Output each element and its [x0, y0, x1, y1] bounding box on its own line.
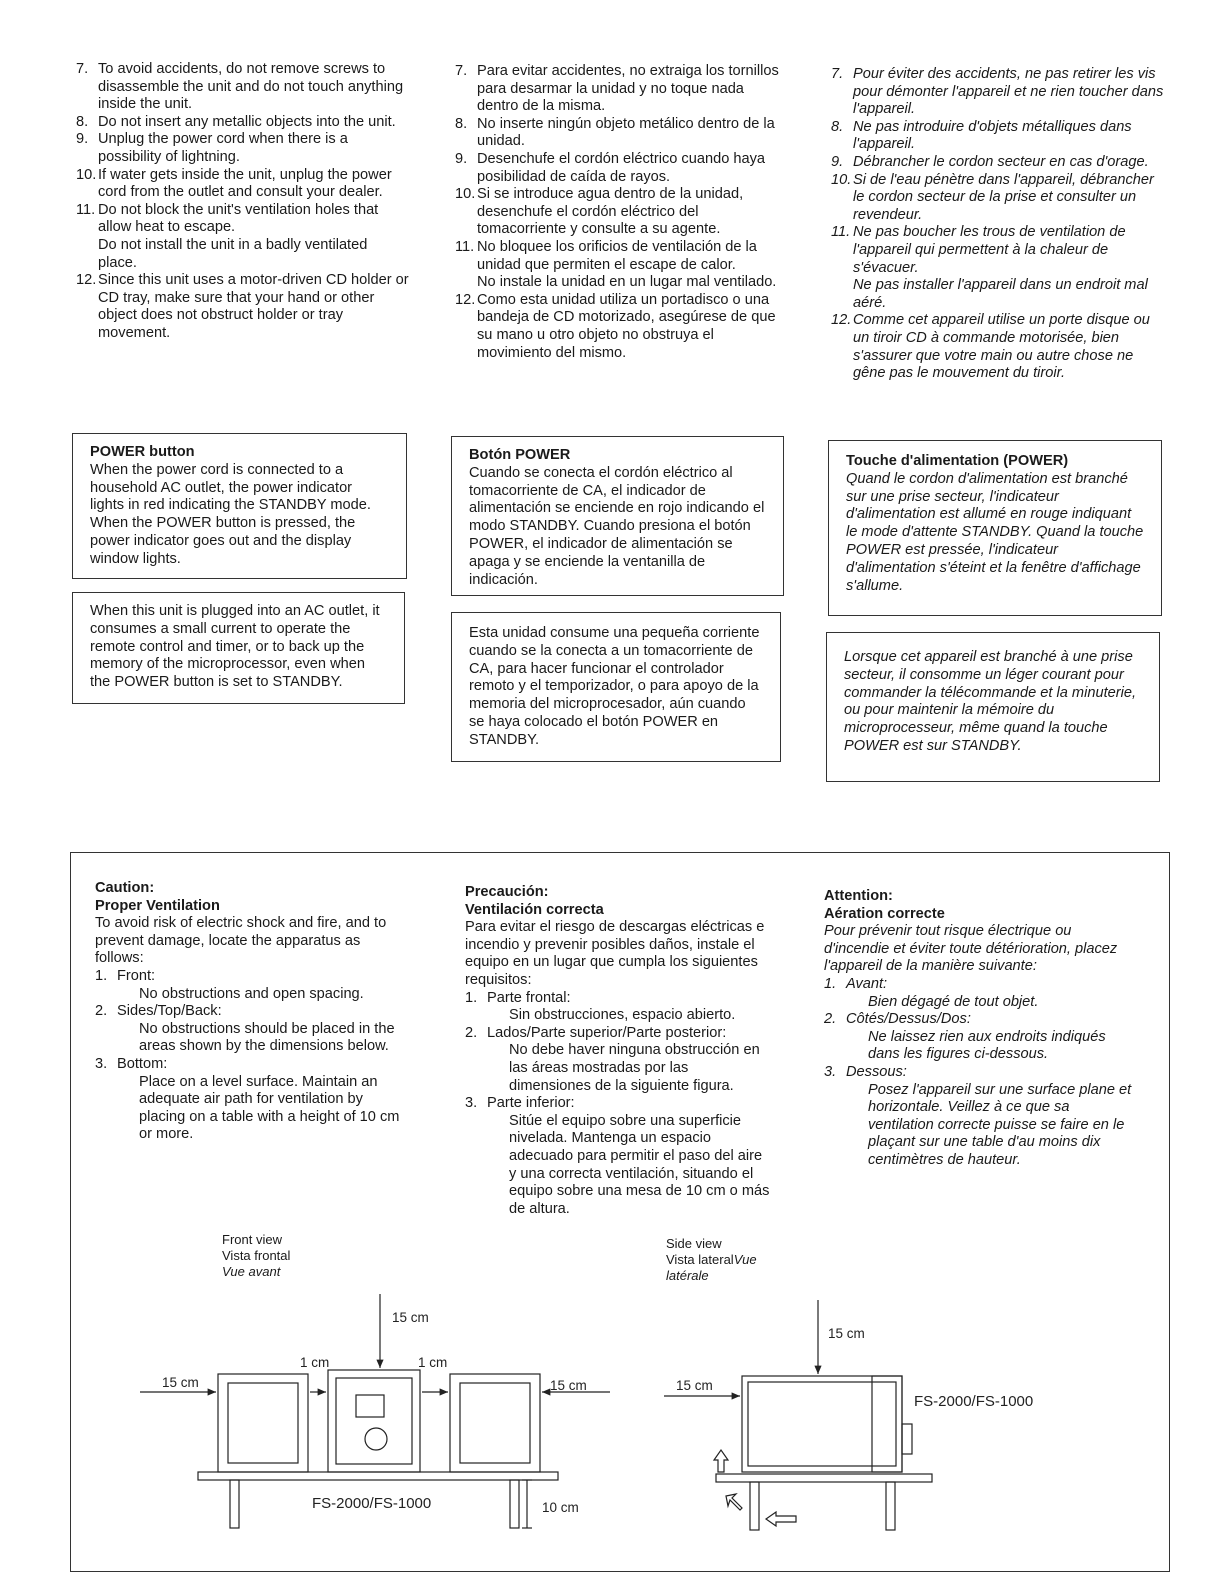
side-view-caption-en: Side view: [666, 1236, 722, 1251]
list-item-text: No bloquee los orificios de ventilación de la unidad que permiten el escape de calor.: [477, 238, 757, 273]
caution-item-detail: No debe haver ninguna obstrucción en las áreas mostradas por las dimensiones de la siguiente figura.: [509, 1042, 760, 1094]
caution-fr-heading: Attention:: [824, 888, 893, 904]
front-table-leg-left: [230, 1480, 239, 1528]
list-item-text: To avoid accidents, do not remove screws to disassemble the unit and do not touch anything inside the unit.: [98, 61, 404, 113]
caution-en-heading: Caution:: [95, 880, 155, 896]
label-15cm-left: 15 cm: [162, 1375, 199, 1390]
caution-item-title: Côtés/Dessus/Dos:: [846, 1011, 971, 1028]
power-box-fr-title: Touche d'alimentation (POWER): [846, 453, 1069, 469]
list-item-number: 7.: [831, 66, 844, 82]
caution-item-detail: No obstructions should be placed in the areas shown by the dimensions below.: [139, 1020, 395, 1055]
side-table-leg-right: [886, 1482, 895, 1530]
caution-fr-intro: Pour prévenir tout risque électrique ou d'incendie et éviter toute détérioration, placez l'appareil de la manière suivante:: [824, 923, 1118, 975]
left-speaker: [218, 1374, 308, 1472]
caution-en-intro: To avoid risk of electric shock and fire, and to prevent damage, locate the apparatus as follows:: [95, 915, 387, 967]
caution-item-detail: Posez l'appareil sur une surface plane et horizontale. Veillez à ce que sa ventilation correcte puisse se faire en le plaçant sur une table d'au moins dix centimètres de hauteur.: [868, 1081, 1132, 1168]
caution-item-number: 2.: [95, 1003, 108, 1020]
list-item-text: Débrancher le cordon secteur en cas d'orage.: [853, 153, 1149, 170]
caution-item-detail: Bien dégagé de tout objet.: [868, 993, 1039, 1010]
list-item-text: Unplug the power cord when there is a possibility of lightning.: [98, 131, 348, 165]
caution-item-number: 2.: [824, 1011, 837, 1028]
list-item-text: No inserte ningún objeto metálico dentro de la unidad.: [477, 115, 775, 150]
power-box-es-title: Botón POWER: [469, 447, 571, 463]
front-view-caption-fr: Vue avant: [222, 1264, 281, 1279]
caution-es-heading: Precaución:: [465, 884, 549, 900]
power-box-fr-text: Quand le cordon d'alimentation est branché sur une prise secteur, l'indicateur d'alimentation est allumé en rouge indiquant le mode d'attente STANDBY. Quand la touche POWER est pressée, l'indicateur d'alimentation s'éteint et la fenêtre d'affichage s'allume.: [846, 470, 1144, 594]
list-item-number: 10.: [831, 171, 852, 188]
caution-item-number: 1.: [465, 989, 478, 1006]
list-item-text: Si se introduce agua dentro de la unidad, desenchufe el cordón eléctrico del tomacorriente y consulte a su agente.: [477, 186, 744, 238]
list-item-text: Do not insert any metallic objects into the unit.: [98, 113, 396, 130]
front-view-caption-es: Vista frontal: [222, 1248, 291, 1263]
airflow-left-arrow: [766, 1512, 796, 1526]
side-view-caption-es: Vista lateral: [666, 1252, 734, 1267]
label-15cm-top: 15 cm: [392, 1310, 429, 1325]
caution-item-detail: Sitúe el equipo sobre una superficie nivelada. Mantenga un espacio adecuado para permitir el paso del aire y una correcta ventilación, situando el equipo sobre una mesa de 10 cm o más de altura.: [509, 1112, 770, 1217]
center-unit: [328, 1370, 420, 1472]
list-item-number: 9.: [76, 131, 89, 148]
caution-item-title: Bottom:: [117, 1055, 168, 1072]
caution-item-detail: Ne laissez rien aux endroits indiqués dans les figures ci-dessous.: [868, 1028, 1106, 1063]
side-model-label: FS-2000/FS-1000: [914, 1393, 1034, 1410]
front-view-caption-en: Front view: [222, 1232, 282, 1247]
list-item-text: Desenchufe el cordón eléctrico cuando haya posibilidad de caída de rayos.: [477, 150, 766, 185]
list-item-text: Pour éviter des accidents, ne pas retirer les vis pour démonter l'appareil et ne rien toucher dans l'appareil.: [853, 66, 1164, 118]
list-item-extra-text: Ne pas installer l'appareil dans un endroit mal aéré.: [853, 277, 1148, 311]
list-item-number: 9.: [455, 150, 468, 167]
caution-item-number: 3.: [95, 1055, 108, 1072]
list-item-number: 11.: [831, 224, 851, 241]
list-item-extra-text: Do not install the unit in a badly ventilated place.: [98, 236, 368, 271]
label-15cm-side-top: 15 cm: [828, 1326, 865, 1341]
caution-item-number: 3.: [465, 1095, 478, 1112]
caution-item-number: 2.: [465, 1024, 478, 1041]
list-item-number: 11.: [76, 201, 96, 218]
list-item-text: Ne pas boucher les trous de ventilation de l'appareil qui permettent à la chaleur de s'évacuer.: [853, 224, 1126, 276]
side-table: [716, 1474, 932, 1482]
side-table-leg-left: [750, 1482, 759, 1530]
caution-en-subheading: Proper Ventilation: [95, 897, 220, 914]
label-10cm: 10 cm: [542, 1500, 579, 1515]
label-1cm-right: 1 cm: [418, 1355, 448, 1370]
side-view-caption-fr: Vue latérale: [666, 1252, 757, 1283]
caution-fr-subheading: Aération correcte: [824, 905, 945, 922]
list-item-text: Comme cet appareil utilise un porte disque ou un tiroir CD à commande motorisée, bien s'assurer que votre main ou autre chose ne gêne pas le mouvement du tiroir.: [853, 312, 1150, 382]
list-item-number: 8.: [831, 118, 844, 135]
list-item-number: 7.: [455, 63, 468, 79]
power-box-en-title: POWER button: [90, 444, 195, 460]
list-item-text: Since this unit uses a motor-driven CD holder or CD tray, make sure that your hand or other object does not obstruct holder or tray movement.: [98, 272, 409, 341]
right-speaker: [450, 1374, 540, 1472]
caution-item-title: Parte inferior:: [487, 1095, 575, 1112]
caution-item-title: Parte frontal:: [487, 989, 571, 1006]
caution-es-subheading: Ventilación correcta: [465, 901, 604, 918]
front-table: [198, 1472, 558, 1480]
label-15cm-back: 15 cm: [676, 1378, 713, 1393]
list-item-number: 12.: [455, 291, 476, 308]
list-item-number: 12.: [76, 272, 97, 289]
caution-item-detail: No obstructions and open spacing.: [139, 985, 364, 1002]
caution-item-detail: Sin obstrucciones, espacio abierto.: [509, 1007, 736, 1024]
caution-es-intro: Para evitar el riesgo de descargas eléctricas e incendio y prevenir posibles daños, instale el equipo en un lugar que cumpla los siguientes requisitos:: [465, 919, 765, 988]
list-item-text: Para evitar accidentes, no extraiga los tornillos para desarmar la unidad y no toque nada dentro de la misma.: [477, 63, 779, 115]
caution-item-number: 3.: [824, 1063, 837, 1080]
list-item-number: 10.: [455, 186, 476, 203]
list-item-extra-text: No instale la unidad en un lugar mal ventilado.: [477, 274, 777, 291]
list-item-number: 9.: [831, 153, 844, 170]
power-box-es-text: Cuando se conecta el cordón eléctrico al tomacorriente de CA, el indicador de alimentación se enciende en rojo indicando el modo STANDBY. Cuando presiona el botón POWER, el indicador de alimentación se apaga y se enciende la ventanilla de indicación.: [469, 464, 765, 588]
side-unit: [742, 1376, 912, 1472]
list-item-number: 12.: [831, 312, 852, 329]
airflow-up-arrow: [714, 1450, 728, 1472]
standby-box-es-text: Esta unidad consume una pequeña corriente cuando se la conecta a un tomacorriente de CA, para hacer funcionar el controlador remoto y el temporizador, o para apoyo de la memoria del microprocesador, aún cuando se haya colocado el botón POWER en STANDBY.: [469, 625, 760, 748]
list-item-number: 10.: [76, 166, 97, 183]
caution-item-number: 1.: [824, 975, 837, 992]
list-item-text: Si de l'eau pénètre dans l'appareil, débrancher le cordon secteur de la prise et consulter un revendeur.: [853, 171, 1154, 223]
caution-item-title: Lados/Parte superior/Parte posterior:: [487, 1024, 727, 1041]
label-15cm-right: 15 cm: [550, 1378, 587, 1393]
caution-item-title: Front:: [117, 967, 156, 984]
label-1cm-left: 1 cm: [300, 1355, 330, 1370]
front-model-label: FS-2000/FS-1000: [312, 1495, 432, 1512]
list-item-number: 8.: [76, 113, 89, 130]
power-box-en-text: When the power cord is connected to a household AC outlet, the power indicator lights in red indicating the STANDBY mode. When the POWER button is pressed, the power indicator goes out and the display window lights.: [90, 461, 371, 567]
list-item-text: Do not block the unit's ventilation holes that allow heat to escape.: [98, 201, 379, 236]
list-item-text: If water gets inside the unit, unplug the power cord from the outlet and consult your dealer.: [98, 166, 392, 201]
list-item-text: Ne pas introduire d'objets métalliques dans l'appareil.: [853, 118, 1132, 153]
caution-item-number: 1.: [95, 967, 108, 984]
caution-item-title: Dessous:: [846, 1063, 907, 1080]
caution-item-detail: Place on a level surface. Maintain an adequate air path for ventilation by placing on a table with a height of 10 cm or more.: [139, 1073, 400, 1143]
airflow-diagonal-arrow: [726, 1494, 742, 1510]
front-table-leg-right: [510, 1480, 519, 1528]
caution-item-title: Avant:: [846, 975, 888, 992]
standby-box-en-text: When this unit is plugged into an AC outlet, it consumes a small current to operate the remote control and timer, or to back up the memory of the microprocessor, even when the POWER button is set to STANDBY.: [90, 603, 380, 691]
standby-box-fr-text: Lorsque cet appareil est branché à une prise secteur, il consomme un léger courant pour commander la télécommande et la minuterie, ou pour maintenir la mémoire du microprocesseur, même quand la touche POWER est sur STANDBY.: [844, 649, 1137, 754]
list-item-number: 7.: [76, 61, 89, 77]
list-item-text: Como esta unidad utiliza un portadisco o una bandeja de CD motorizado, asegúrese de que su mano u otro objeto no obstruya el movimiento del mismo.: [477, 291, 776, 361]
list-item-number: 11.: [455, 238, 475, 255]
caution-item-title: Sides/Top/Back:: [117, 1003, 222, 1020]
list-item-number: 8.: [455, 115, 468, 132]
